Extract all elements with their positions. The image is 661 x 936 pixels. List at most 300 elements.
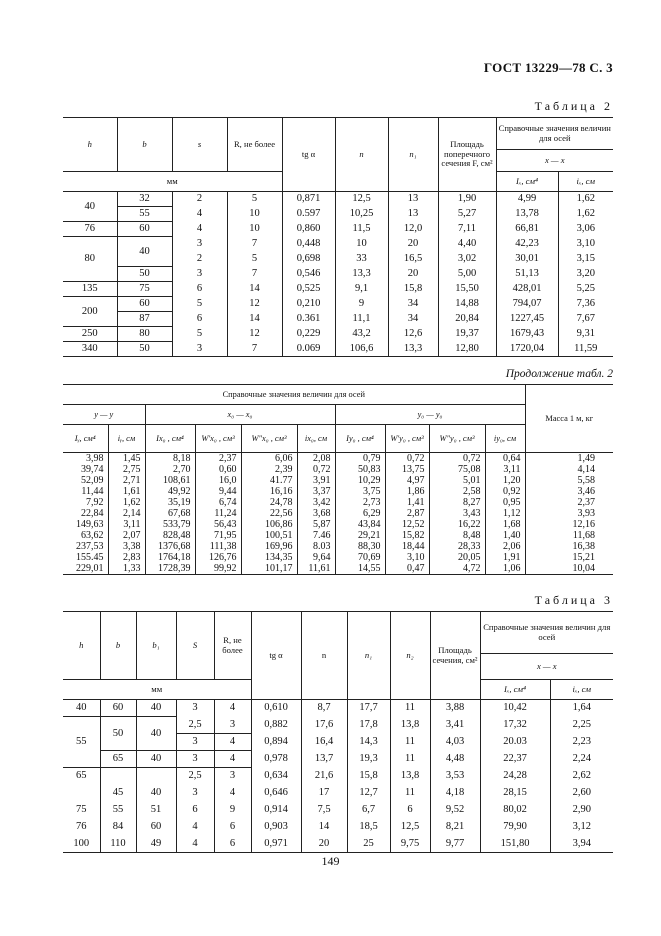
cell: 40 [136, 751, 176, 768]
table-row [63, 768, 613, 785]
cell: 17,8 [347, 717, 390, 734]
cell: 24,28 [480, 768, 550, 785]
cell: 66,81 [496, 222, 558, 237]
cell [100, 768, 136, 785]
cell: 16,22 [429, 519, 485, 530]
cell: 0,646 [251, 785, 301, 802]
t3-area-header: Площадь сечения, см² [430, 612, 480, 700]
cell: 63,62 [81, 530, 104, 541]
cell: 3,37 [297, 486, 335, 497]
cell: 3 [214, 768, 251, 785]
cell: 65 [100, 751, 136, 768]
cell: 7,92 [86, 497, 104, 508]
cell: 88,30 [335, 541, 385, 552]
cell: 9 [214, 802, 251, 819]
cell: 11,24 [195, 508, 241, 519]
cell: 250 [63, 327, 117, 342]
cell: 15,82 [385, 530, 429, 541]
cell: 12 [227, 327, 282, 342]
cell: 0.597 [282, 207, 335, 222]
cell: 60 [136, 819, 176, 836]
table2-caption: Таблица 2 [534, 99, 613, 113]
cell: 17,7 [347, 700, 390, 717]
t2-ref-header: Справочные значения величин для осей [496, 118, 613, 150]
cell: 0,525 [282, 282, 335, 297]
cell: 2,14 [108, 508, 145, 519]
cell: 34 [388, 312, 438, 327]
table-row [63, 475, 613, 486]
cell: 101,17 [241, 563, 297, 575]
table-row [63, 508, 613, 519]
cell: 151,80 [480, 836, 550, 853]
cell: 30,01 [496, 252, 558, 267]
cell: 14 [227, 282, 282, 297]
cell: 14 [301, 819, 347, 836]
cell: 7,67 [558, 312, 613, 327]
cell: 11,68 [525, 530, 613, 541]
cell: 2,06 [485, 541, 525, 552]
table-row [63, 497, 613, 508]
cell: 0,610 [251, 700, 301, 717]
cell: 2,5 [176, 768, 214, 785]
cell: 10,04 [525, 563, 613, 575]
cell: 32 [117, 192, 172, 207]
cell: 4 [214, 734, 251, 751]
cell: 20 [388, 267, 438, 282]
cell: 17 [301, 785, 347, 802]
cell: 12,16 [525, 519, 613, 530]
cell: 2,39 [241, 464, 297, 475]
cell: 229,01 [76, 563, 104, 574]
t2c-wx0-header: W'x₀ , см³ [195, 425, 241, 453]
cell: 0.069 [282, 342, 335, 357]
cell: 106,6 [335, 342, 388, 357]
cell: 12 [227, 297, 282, 312]
cell: 43,2 [335, 327, 388, 342]
cell: 35,19 [145, 497, 195, 508]
cell: 7.46 [297, 530, 335, 541]
table-row [63, 464, 613, 475]
cell: 100,51 [241, 530, 297, 541]
cell: 13,7 [301, 751, 347, 768]
cell: 50 [117, 267, 172, 282]
cell: 40 [63, 700, 100, 717]
cell: 2,24 [550, 751, 613, 768]
cell: 135 [63, 282, 117, 297]
cell: 17,6 [301, 717, 347, 734]
cell: 50 [100, 717, 136, 751]
cell: 60 [117, 222, 172, 237]
cell: 7,11 [438, 222, 496, 237]
cell: 3,41 [430, 717, 480, 734]
cell: 2,83 [108, 552, 145, 563]
cell: 9 [335, 297, 388, 312]
cell: 8.03 [297, 541, 335, 552]
cell: 51,13 [496, 267, 558, 282]
cell: 49 [136, 836, 176, 853]
table3 [63, 611, 613, 853]
cell: 3,53 [430, 768, 480, 785]
cell: 4,99 [496, 192, 558, 207]
cell: 3 [214, 717, 251, 734]
cell: 80 [63, 237, 117, 282]
cell: 200 [63, 297, 117, 327]
cell: 5,01 [429, 475, 485, 486]
cell: 50 [117, 342, 172, 357]
cell: 2,37 [525, 497, 613, 508]
t3-n2-header: n₂ [390, 612, 430, 700]
cell: 2 [172, 192, 227, 207]
cell: 5 [172, 327, 227, 342]
cell: 4,03 [430, 734, 480, 751]
cell: 12,80 [438, 342, 496, 357]
cell: 2,87 [385, 508, 429, 519]
t2-n-header: n [335, 118, 388, 192]
cell: 17,32 [480, 717, 550, 734]
cell: 15,50 [438, 282, 496, 297]
cell: 5 [172, 297, 227, 312]
table2-continuation-caption: Продолжение табл. 2 [505, 368, 613, 380]
cell: 6 [214, 819, 251, 836]
cell: 55 [100, 802, 136, 819]
cell [136, 768, 176, 785]
table-row [63, 819, 613, 836]
cell: 10,29 [335, 475, 385, 486]
t2c-iy0r-header: iy₀, см [485, 425, 525, 453]
cell: 1,64 [550, 700, 613, 717]
cell: 4 [176, 819, 214, 836]
cell: 29,21 [335, 530, 385, 541]
t3-unit: мм [63, 680, 251, 700]
cell: 55 [63, 717, 100, 768]
cell: 40 [117, 237, 172, 267]
cell: 5 [227, 252, 282, 267]
cell: 3 [172, 267, 227, 282]
cell: 1,06 [485, 563, 525, 575]
cell: 16,5 [388, 252, 438, 267]
cell: 106,86 [241, 519, 297, 530]
cell: 13 [388, 207, 438, 222]
cell: 1,45 [108, 453, 145, 465]
t2-unit: мм [63, 172, 282, 192]
cell: 9,52 [430, 802, 480, 819]
cell: 3,38 [108, 541, 145, 552]
cell: 7 [227, 267, 282, 282]
cell: 126,76 [195, 552, 241, 563]
cell: 6,06 [241, 453, 297, 465]
cell: 4,40 [438, 237, 496, 252]
cell: 0,229 [282, 327, 335, 342]
table-row [63, 751, 613, 768]
cell: 19,3 [347, 751, 390, 768]
cell: 3,88 [430, 700, 480, 717]
cell: 2,5 [176, 717, 214, 734]
t3-n-header: n [301, 612, 347, 700]
cell: 52,09 [81, 475, 104, 486]
cell: 13,3 [335, 267, 388, 282]
cell: 3,68 [297, 508, 335, 519]
cell: 2,62 [550, 768, 613, 785]
t2c-iyr-header: iᵧ, см [108, 425, 145, 453]
t2c-ix0r-header: ix₀, см [297, 425, 335, 453]
cell: 14,3 [347, 734, 390, 751]
cell: 14,55 [335, 563, 385, 575]
table2 [63, 117, 613, 357]
cell: 4 [172, 207, 227, 222]
cell: 8,27 [429, 497, 485, 508]
cell: 3 [176, 700, 214, 717]
cell: 10 [335, 237, 388, 252]
cell: 1728,39 [145, 563, 195, 575]
cell: 60 [117, 297, 172, 312]
cell: 19,37 [438, 327, 496, 342]
t2c-x0-header: x₀ — x₀ [145, 405, 335, 425]
table-row [63, 563, 613, 575]
cell: 3,11 [108, 519, 145, 530]
cell: 4 [214, 700, 251, 717]
cell: 3,06 [558, 222, 613, 237]
t3-axis-header: x — x [480, 654, 613, 680]
t2c-ref-header: Справочные значения величин для осей [63, 385, 525, 405]
t3-r-header: R, не более [214, 612, 251, 680]
cell: 1679,43 [496, 327, 558, 342]
cell: 1720,04 [496, 342, 558, 357]
t2c-y0-header: y₀ — y₀ [335, 405, 525, 425]
cell: 0.361 [282, 312, 335, 327]
cell: 25 [347, 836, 390, 853]
cell: 3,94 [550, 836, 613, 853]
cell: 3,42 [297, 497, 335, 508]
cell: 11 [390, 734, 430, 751]
cell: 16,0 [195, 475, 241, 486]
cell: 11,44 [81, 486, 104, 497]
table-row [63, 327, 613, 342]
cell: 15,8 [388, 282, 438, 297]
cell: 3,91 [297, 475, 335, 486]
t3-b-header: b [100, 612, 136, 680]
cell: 3 [176, 785, 214, 802]
cell: 12,52 [385, 519, 429, 530]
t2c-yy-header: y — y [63, 405, 145, 425]
cell: 5,87 [297, 519, 335, 530]
cell: 75,08 [429, 464, 485, 475]
table-row [63, 192, 613, 207]
cell: 8,21 [430, 819, 480, 836]
cell: 2,73 [335, 497, 385, 508]
table-row [63, 802, 613, 819]
cell: 1764,18 [145, 552, 195, 563]
cell: 15,21 [525, 552, 613, 563]
cell: 20,05 [429, 552, 485, 563]
t3-ref-header: Справочные значения величин для осей [480, 612, 613, 654]
table-row [63, 530, 613, 541]
cell: 110 [100, 836, 136, 853]
cell: 108,61 [145, 475, 195, 486]
cell: 340 [81, 343, 98, 354]
t2-axis-header: x — x [496, 150, 613, 172]
cell: 2,37 [195, 453, 241, 465]
table-row [63, 342, 613, 357]
cell: 21,6 [301, 768, 347, 785]
cell: 5 [227, 192, 282, 207]
cell: 0,882 [251, 717, 301, 734]
cell: 20.03 [480, 734, 550, 751]
cell: 6,74 [195, 497, 241, 508]
cell: 9,1 [335, 282, 388, 297]
cell: 1,90 [438, 192, 496, 207]
table-row [63, 541, 613, 552]
cell: 12,7 [347, 785, 390, 802]
t2c-mass-header: Масса 1 м, кг [525, 385, 613, 453]
cell: 80,02 [480, 802, 550, 819]
cell: 2,60 [550, 785, 613, 802]
table-row [63, 552, 613, 563]
cell: 56,43 [195, 519, 241, 530]
cell: 0,448 [282, 237, 335, 252]
cell: 4,72 [429, 563, 485, 575]
cell: 6 [172, 312, 227, 327]
table-row [63, 836, 613, 853]
cell: 3,98 [86, 453, 104, 464]
cell: 5,25 [558, 282, 613, 297]
table-row [63, 267, 613, 282]
t2-tga-header: tg α [282, 118, 335, 192]
cell: 65 [76, 770, 87, 782]
cell: 33 [335, 252, 388, 267]
cell: 0,64 [485, 453, 525, 465]
table-row [63, 237, 613, 252]
cell: 1,91 [485, 552, 525, 563]
cell: 0,95 [485, 497, 525, 508]
cell: 20 [388, 237, 438, 252]
cell: 3 [176, 751, 214, 768]
cell: 1,41 [385, 497, 429, 508]
cell: 76 [76, 821, 87, 832]
cell: 9,64 [297, 552, 335, 563]
cell: 6,29 [335, 508, 385, 519]
cell: 10 [227, 222, 282, 237]
cell: 43,84 [335, 519, 385, 530]
t2c-iy-header: Iᵧ, см⁴ [63, 425, 108, 453]
page-number: 149 [321, 854, 340, 868]
cell: 149,63 [76, 519, 104, 530]
cell: 11 [390, 785, 430, 802]
cell: 0,60 [195, 464, 241, 475]
table-row [63, 486, 613, 497]
cell: 8,18 [145, 453, 195, 465]
t3-ixr-header: iₓ, см [550, 680, 613, 700]
t2-h-header: h [87, 138, 92, 149]
cell: 2,58 [429, 486, 485, 497]
cell: 2 [172, 252, 227, 267]
cell: 51 [136, 802, 176, 819]
cell: 8,48 [429, 530, 485, 541]
t3-tga-header: tg α [251, 612, 301, 700]
cell: 2,07 [108, 530, 145, 541]
cell: 0,47 [385, 563, 429, 575]
cell: 100 [73, 837, 90, 849]
cell: 84 [100, 819, 136, 836]
cell: 40 [136, 700, 176, 717]
cell: 3,46 [525, 486, 613, 497]
cell: 1,68 [485, 519, 525, 530]
cell: 1376,68 [145, 541, 195, 552]
cell: 80 [117, 327, 172, 342]
cell: 0,698 [282, 252, 335, 267]
cell: 28,33 [429, 541, 485, 552]
t3-b1-header: b₁ [136, 612, 176, 680]
cell: 45 [100, 785, 136, 802]
cell: 7,36 [558, 297, 613, 312]
cell: 6 [214, 836, 251, 853]
cell: 1,86 [385, 486, 429, 497]
cell: 9,44 [195, 486, 241, 497]
cell: 4,18 [430, 785, 480, 802]
cell: 0,971 [251, 836, 301, 853]
t2-b-header: b [117, 118, 172, 172]
cell: 2,23 [550, 734, 613, 751]
cell: 1,62 [108, 497, 145, 508]
t2-ixr-header: iₓ, см [558, 172, 613, 192]
cell: 70,69 [335, 552, 385, 563]
cell: 16,4 [301, 734, 347, 751]
cell: 2,90 [550, 802, 613, 819]
cell: 8,7 [301, 700, 347, 717]
t2-area-header: Площадь поперечного сечения F, см² [438, 118, 496, 192]
cell: 12,6 [388, 327, 438, 342]
cell: 533,79 [145, 519, 195, 530]
table-row [63, 222, 613, 237]
cell: 11,1 [335, 312, 388, 327]
cell: 4,14 [525, 464, 613, 475]
cell: 1,62 [558, 207, 613, 222]
cell: 0,72 [297, 464, 335, 475]
cell: 794,07 [496, 297, 558, 312]
cell: 9,75 [390, 836, 430, 853]
cell: 40 [136, 785, 176, 802]
cell: 3,10 [558, 237, 613, 252]
cell: 7 [227, 342, 282, 357]
cell: 1,12 [485, 508, 525, 519]
cell: 3,75 [335, 486, 385, 497]
table3-caption: Таблица 3 [534, 593, 613, 607]
cell: 2,75 [108, 464, 145, 475]
cell: 3,15 [558, 252, 613, 267]
cell: 3 [172, 342, 227, 357]
t2c-wy0b-header: W"y₀ , см³ [429, 425, 485, 453]
cell: 2,08 [297, 453, 335, 465]
t2c-ix0-header: Ix₀ , см⁴ [145, 425, 195, 453]
table-row [63, 453, 613, 465]
t2-s-header: s [172, 118, 227, 172]
t2c-iy0-header: Iy₀ , см⁴ [335, 425, 385, 453]
cell: 1,33 [108, 563, 145, 575]
cell: 24,78 [241, 497, 297, 508]
cell: 40 [136, 717, 176, 751]
cell: 6 [176, 802, 214, 819]
cell: 12,0 [388, 222, 438, 237]
cell: 71,95 [195, 530, 241, 541]
cell: 0,72 [385, 453, 429, 465]
cell: 4 [214, 785, 251, 802]
cell: 10,25 [335, 207, 388, 222]
cell: 5,58 [525, 475, 613, 486]
cell: 2,71 [108, 475, 145, 486]
cell: 16,38 [525, 541, 613, 552]
cell: 155.45 [76, 552, 104, 563]
cell: 14,88 [438, 297, 496, 312]
t3-ix-header: Iₓ, см⁴ [480, 680, 550, 700]
